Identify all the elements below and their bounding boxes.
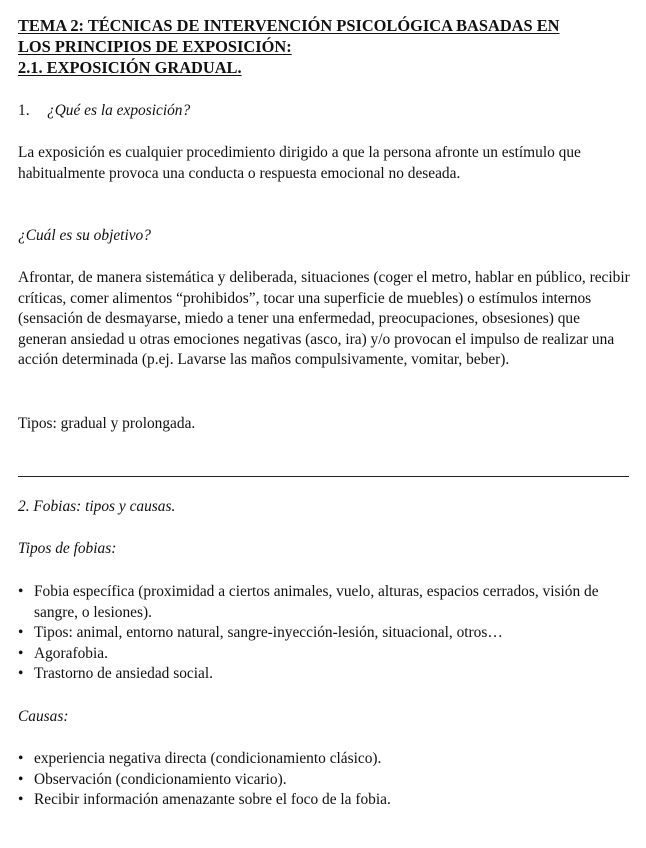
causes-list	[18, 749, 618, 811]
doc-title-line-1: TEMA 2: TÉCNICAS DE INTERVENCIÓN PSICOLÓGICA BASADAS EN	[18, 16, 560, 35]
doc-title-line-3: 2.1. EXPOSICIÓN GRADUAL.	[18, 58, 242, 77]
objective-question: ¿Cuál es su objetivo?	[18, 227, 151, 244]
bullet-icon: •	[18, 791, 24, 808]
objective-text: Afrontar, de manera sistemática y deliberada, situaciones (coger el metro, hablar en público, recibir críticas, comer alimentos “prohibidos”, tocar una superficie de muebles) o estímulos internos (sensación de desmayarse, miedo a tener una enfermedad, preocupaciones, obsesiones) que generan ansiedad u otras emociones negativas (asco, ira) y/o provocan el impulso de realizar una acción determinada (p.ej. Lavarse las maños compulsivamente, vomitar, beber).	[18, 269, 630, 368]
bullet-icon: •	[18, 770, 24, 788]
list-item: • Fobia específica (proximidad a ciertos animales, vuelo, alturas, espacios cerrados, visión de sangre, o lesiones).	[18, 583, 599, 621]
section-1-question: ¿Qué es la exposición?	[47, 102, 191, 119]
phobia-types-list	[18, 582, 618, 685]
list-item: • experiencia negativa directa (condicionamiento clásico).	[18, 749, 618, 770]
section-divider	[18, 476, 629, 477]
list-item: • Tipos: animal, entorno natural, sangre-inyección-lesión, situacional, otros…	[18, 623, 618, 644]
doc-title-line-2: LOS PRINCIPIOS DE EXPOSICIÓN:	[18, 37, 292, 56]
section-1-number: 1.	[18, 102, 30, 119]
bullet-icon: •	[18, 750, 24, 767]
bullet-icon: •	[18, 644, 24, 662]
list-item: • Observación (condicionamiento vicario).	[18, 770, 618, 791]
phobia-types-heading: Tipos de fobias:	[18, 540, 117, 557]
exposure-definition: La exposición es cualquier procedimiento dirigido a que la persona afronte un estímulo que habitualmente provoca una conducta o respuesta emocional no deseada.	[18, 144, 581, 182]
list-item: • Agorafobia.	[18, 644, 618, 665]
bullet-icon: •	[18, 624, 24, 641]
bullet-icon: •	[18, 665, 24, 682]
section-1-question-row	[18, 101, 190, 122]
list-item: • Recibir información amenazante sobre el foco de la fobia.	[18, 790, 618, 811]
section-2-heading: 2. Fobias: tipos y causas.	[18, 498, 176, 515]
exposure-types: Tipos: gradual y prolongada.	[18, 415, 196, 432]
list-item: • Trastorno de ansiedad social.	[18, 664, 618, 685]
bullet-icon: •	[18, 583, 24, 600]
causes-heading: Causas:	[18, 708, 69, 725]
